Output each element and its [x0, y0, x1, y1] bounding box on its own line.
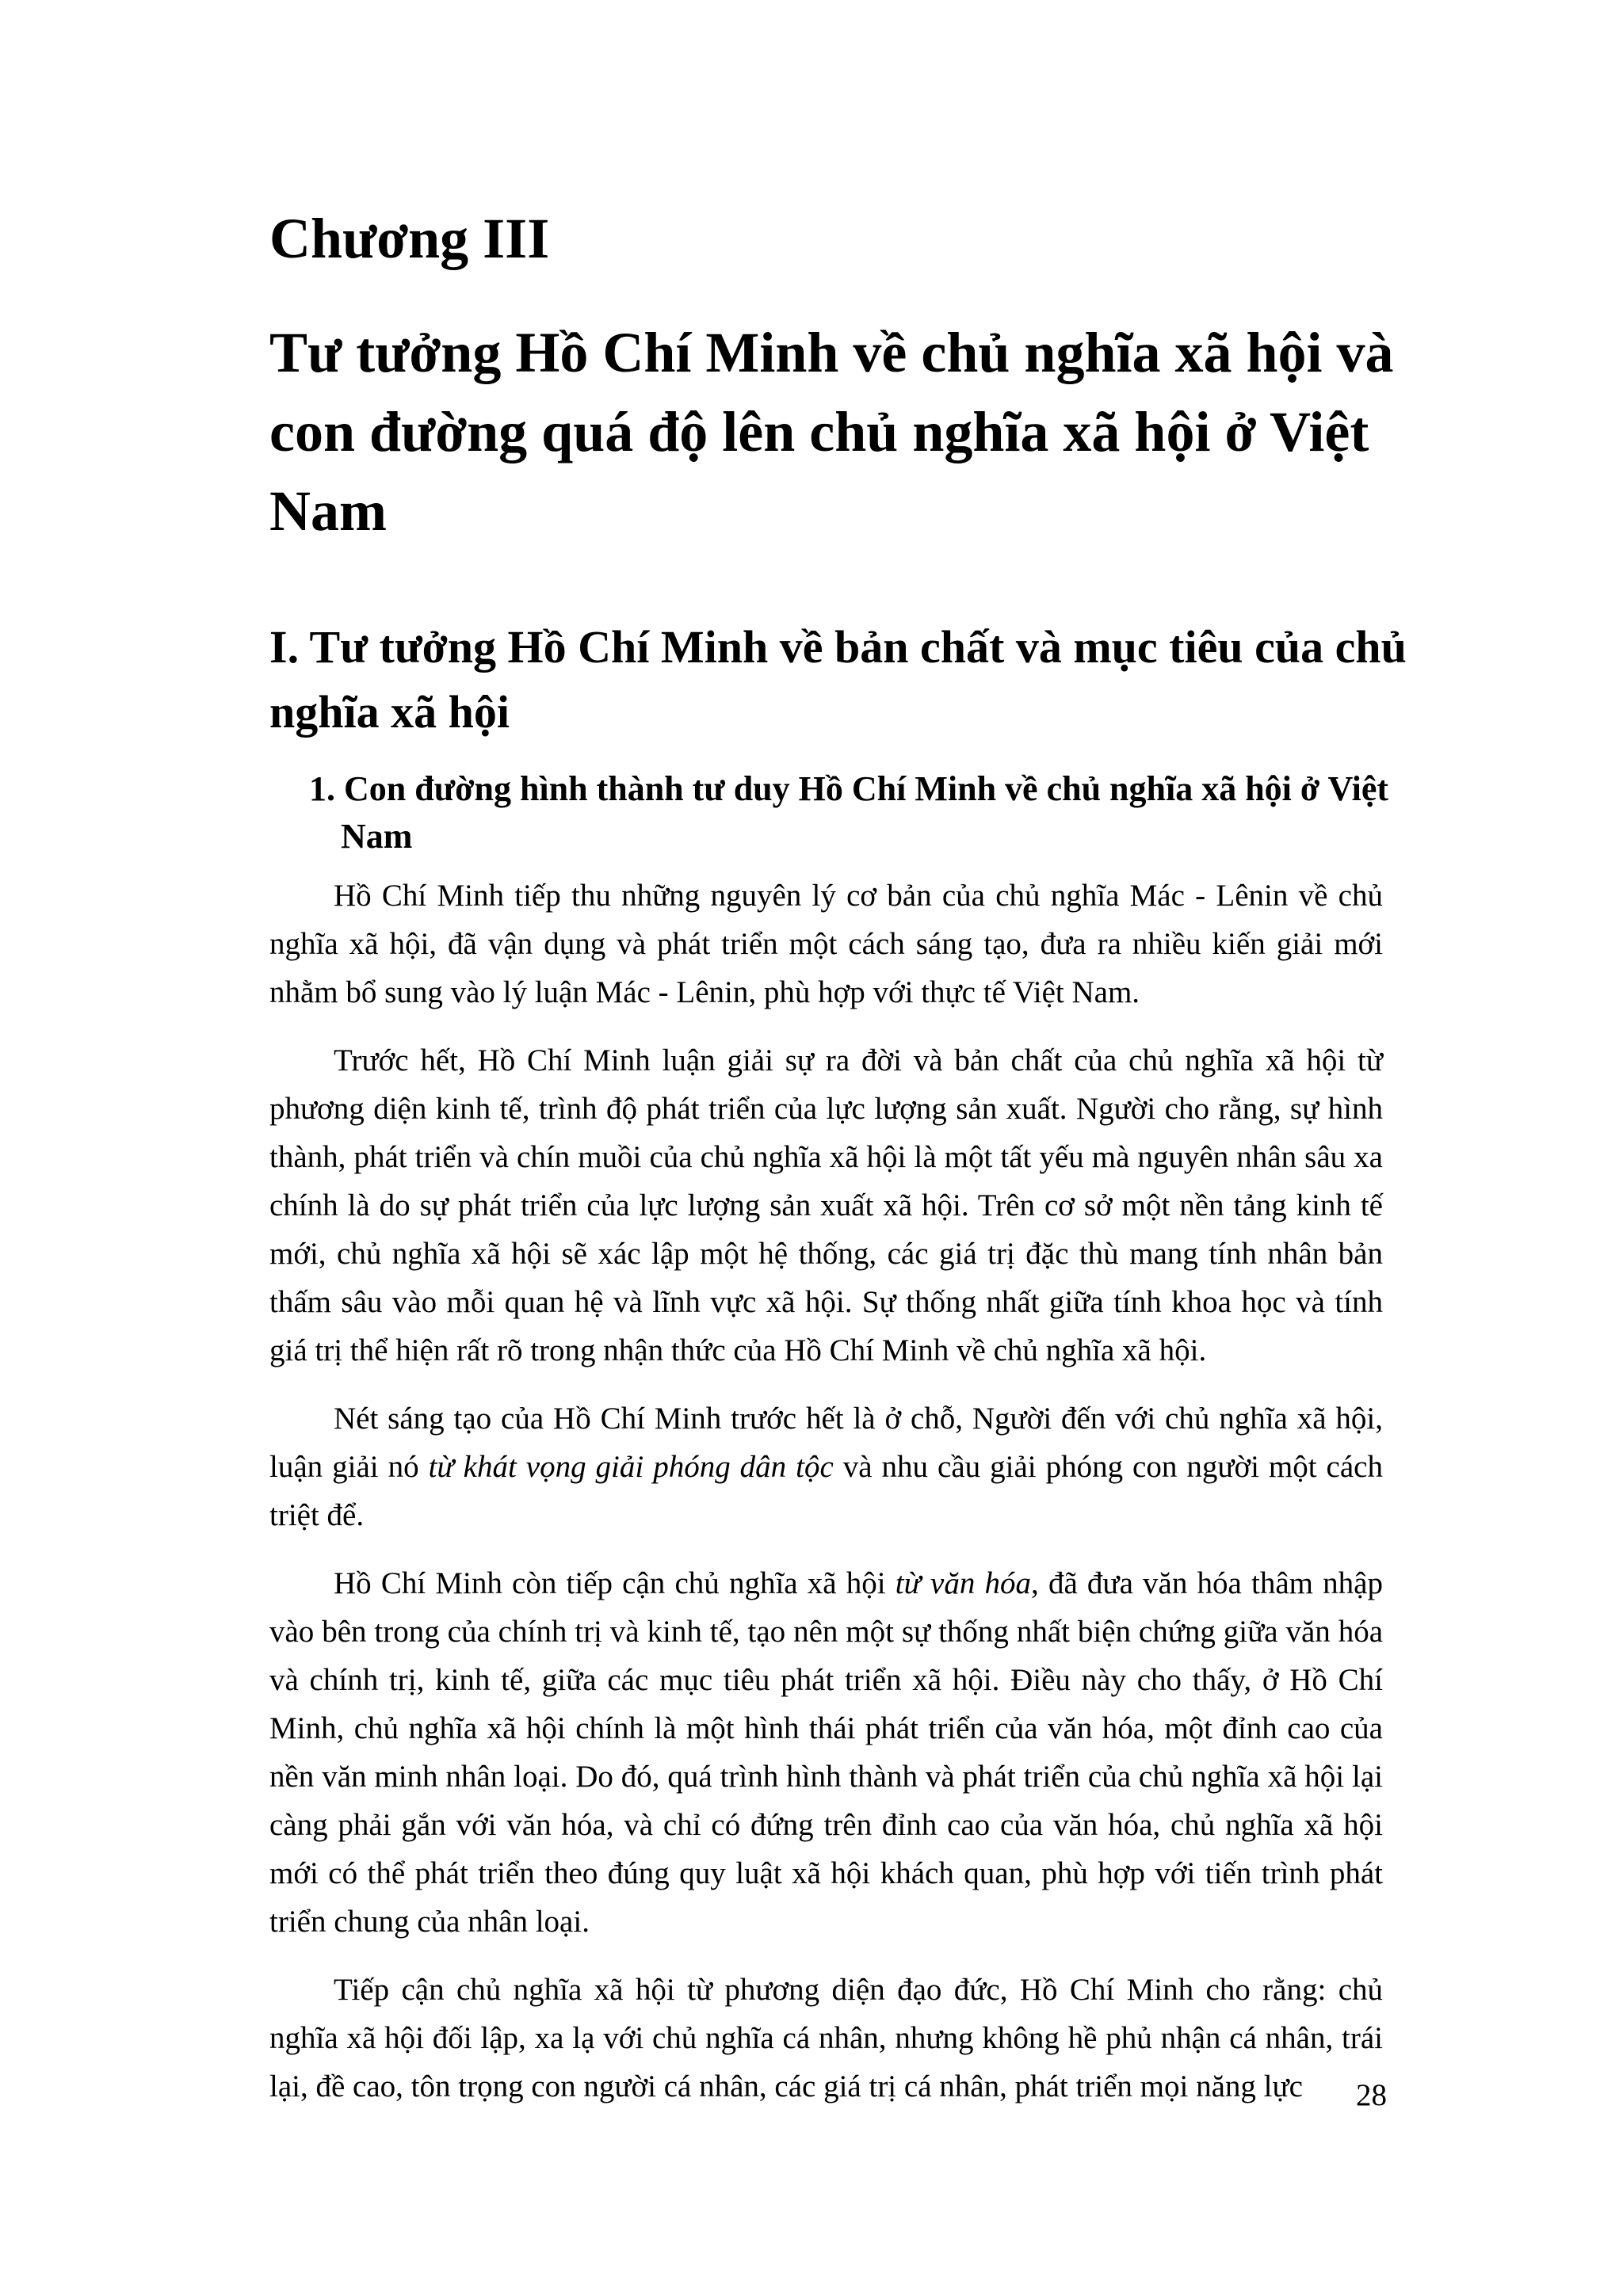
paragraph-5: Tiếp cận chủ nghĩa xã hội từ phương diện đạo đức, Hồ Chí Minh cho rằng: chủ nghĩa xã hội đối lập, xa lạ với chủ nghĩa cá nhân, nhưng không hề phủ nhận cá nhân, trái lại, đề cao, tôn trọng con người cá nhân, các giá trị cá nhân, phát triển mọi năng lực [269, 1973, 1383, 2103]
paragraph-4-text-after: , đã đưa văn hóa thâm nhập vào bên trong của chính trị và kinh tế, tạo nên một sự thống nhất biện chứng giữa văn hóa và chính trị, kinh tế, giữa các mục tiêu phát triển xã hội. Điều này cho thấy, ở Hồ Chí Minh, chủ nghĩa xã hội chính là một hình thái phát triển của văn hóa, một đỉnh cao của nền văn minh nhân loại. Do đó, quá trình hình thành và phát triển của chủ nghĩa xã hội lại càng phải gắn với văn hóa, và chỉ có đứng trên đỉnh cao của văn hóa, chủ nghĩa xã hội mới có thể phát triển theo đúng quy luật xã hội khách quan, phù hợp với tiến trình phát triển chung của nhân loại. [269, 1566, 1383, 1939]
page-number: 28 [1356, 2078, 1387, 2112]
section-heading: I. Tư tưởng Hồ Chí Minh về bản chất và mục tiêu của chủ nghĩa xã hội [269, 621, 1407, 738]
paragraph-3-text-after: và nhu cầu giải phóng con người một cách triệt để. [269, 1450, 1383, 1532]
chapter-label: Chương III [269, 207, 550, 270]
paragraph-2: Trước hết, Hồ Chí Minh luận giải sự ra đời và bản chất của chủ nghĩa xã hội từ phương diện kinh tế, trình độ phát triển của lực lượng sản xuất. Người cho rằng, sự hình thành, phát triển và chín muồi của chủ nghĩa xã hội là một tất yếu mà nguyên nhân sâu xa chính là do sự phát triển của lực lượng sản xuất xã hội. Trên cơ sở một nền tảng kinh tế mới, chủ nghĩa xã hội sẽ xác lập một hệ thống, các giá trị đặc thù mang tính nhân bản thấm sâu vào mỗi quan hệ và lĩnh vực xã hội. Sự thống nhất giữa tính khoa học và tính giá trị thể hiện rất rõ trong nhận thức của Hồ Chí Minh về chủ nghĩa xã hội. [269, 1043, 1383, 1367]
paragraph-4 [269, 1559, 1383, 1946]
paragraph-4-emphasis: từ văn hóa [895, 1566, 1032, 1600]
paragraph-3-text-before: Nét sáng tạo của Hồ Chí Minh trước hết là ở chỗ, Người đến với chủ nghĩa xã hội, luận giải nó [269, 1402, 1383, 1484]
paragraph-3-emphasis: từ khát vọng giải phóng dân tộc [428, 1450, 834, 1484]
subsection-heading: 1. Con đường hình thành tư duy Hồ Chí Minh về chủ nghĩa xã hội ở Việt Nam [309, 769, 1389, 856]
chapter-title: Tư tưởng Hồ Chí Minh về chủ nghĩa xã hội và con đường quá độ lên chủ nghĩa xã hội ở Việt Nam [269, 321, 1394, 543]
paragraph-3 [269, 1394, 1383, 1539]
paragraph-4-text-before: Hồ Chí Minh còn tiếp cận chủ nghĩa xã hội [334, 1566, 896, 1600]
body-text [269, 871, 1383, 2130]
paragraph-1: Hồ Chí Minh tiếp thu những nguyên lý cơ bản của chủ nghĩa Mác - Lênin về chủ nghĩa xã hội, đã vận dụng và phát triển một cách sáng tạo, đưa ra nhiều kiến giải mới nhằm bổ sung vào lý luận Mác - Lênin, phù hợp với thực tế Việt Nam. [269, 879, 1383, 1009]
